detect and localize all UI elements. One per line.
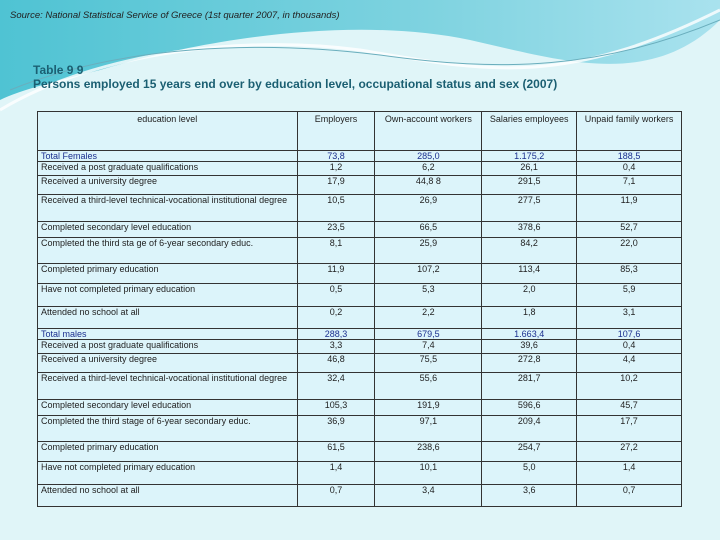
cell-value: 191,9: [375, 400, 482, 416]
cell-value: 75,5: [375, 354, 482, 373]
column-header: Employers: [297, 112, 375, 151]
column-header: Unpaid family workers: [577, 112, 682, 151]
cell-value: 11,9: [297, 264, 375, 284]
cell-value: 25,9: [375, 238, 482, 264]
cell-value: 7,1: [577, 176, 682, 195]
column-header: education level: [38, 112, 298, 151]
cell-value: 23,5: [297, 222, 375, 238]
cell-value: 281,7: [482, 373, 577, 400]
cell-value: 32,4: [297, 373, 375, 400]
row-label: Have not completed primary education: [38, 462, 298, 485]
row-label: Received a third-level technical-vocational institutional degree: [38, 373, 298, 400]
column-header: Own-account workers: [375, 112, 482, 151]
cell-value: 10,1: [375, 462, 482, 485]
row-label: Completed secondary level education: [38, 222, 298, 238]
cell-value: 17,7: [577, 416, 682, 442]
cell-value: 3,4: [375, 485, 482, 507]
table-row: [38, 373, 682, 400]
row-label: Received a third-level technical-vocational institutional degree: [38, 195, 298, 222]
table-row: [38, 354, 682, 373]
table-title: Persons employed 15 years end over by education level, occupational status and sex (2007): [33, 77, 558, 91]
employment-table: [37, 111, 682, 507]
cell-value: 288,3: [297, 329, 375, 340]
cell-value: 85,3: [577, 264, 682, 284]
row-label: Completed the third sta ge of 6-year secondary educ.: [38, 238, 298, 264]
table-row: [38, 400, 682, 416]
cell-value: 26,9: [375, 195, 482, 222]
cell-value: 5,0: [482, 462, 577, 485]
table-row: [38, 307, 682, 329]
cell-value: 27,2: [577, 442, 682, 462]
cell-value: 1,4: [577, 462, 682, 485]
cell-value: 1,2: [297, 162, 375, 176]
cell-value: 238,6: [375, 442, 482, 462]
cell-value: 5,3: [375, 284, 482, 307]
cell-value: 0,5: [297, 284, 375, 307]
table-row: [38, 222, 682, 238]
cell-value: 2,2: [375, 307, 482, 329]
table-row: [38, 416, 682, 442]
cell-value: 3,6: [482, 485, 577, 507]
table-row: [38, 462, 682, 485]
cell-value: 209,4: [482, 416, 577, 442]
row-label: Have not completed primary education: [38, 284, 298, 307]
cell-value: 8,1: [297, 238, 375, 264]
table-row: [38, 195, 682, 222]
cell-value: 10,2: [577, 373, 682, 400]
cell-value: 17,9: [297, 176, 375, 195]
table-row: [38, 340, 682, 354]
cell-value: 291,5: [482, 176, 577, 195]
cell-value: 10,5: [297, 195, 375, 222]
cell-value: 378,6: [482, 222, 577, 238]
cell-value: 44,8 8: [375, 176, 482, 195]
cell-value: 97,1: [375, 416, 482, 442]
row-label: Total Females: [38, 151, 298, 162]
cell-value: 61,5: [297, 442, 375, 462]
row-label: Received a university degree: [38, 176, 298, 195]
cell-value: 1.663,4: [482, 329, 577, 340]
cell-value: 3,1: [577, 307, 682, 329]
cell-value: 66,5: [375, 222, 482, 238]
table-row: [38, 162, 682, 176]
cell-value: 73,8: [297, 151, 375, 162]
cell-value: 22,0: [577, 238, 682, 264]
total-row: [38, 329, 682, 340]
table-row: [38, 284, 682, 307]
cell-value: 11,9: [577, 195, 682, 222]
cell-value: 272,8: [482, 354, 577, 373]
cell-value: 0,7: [577, 485, 682, 507]
cell-value: 39,6: [482, 340, 577, 354]
cell-value: 46,8: [297, 354, 375, 373]
row-label: Received a university degree: [38, 354, 298, 373]
header-row: [38, 112, 682, 151]
row-label: Received a post graduate qualifications: [38, 162, 298, 176]
cell-value: 2,0: [482, 284, 577, 307]
table-number: Table 9 9: [33, 63, 84, 77]
row-label: Completed the third stage of 6-year secondary educ.: [38, 416, 298, 442]
cell-value: 107,6: [577, 329, 682, 340]
row-label: Attended no school at all: [38, 307, 298, 329]
cell-value: 0,4: [577, 340, 682, 354]
cell-value: 188,5: [577, 151, 682, 162]
cell-value: 52,7: [577, 222, 682, 238]
table-row: [38, 442, 682, 462]
table-row: [38, 238, 682, 264]
cell-value: 5,9: [577, 284, 682, 307]
cell-value: 84,2: [482, 238, 577, 264]
cell-value: 0,2: [297, 307, 375, 329]
row-label: Attended no school at all: [38, 485, 298, 507]
cell-value: 596,6: [482, 400, 577, 416]
cell-value: 1,4: [297, 462, 375, 485]
cell-value: 113,4: [482, 264, 577, 284]
cell-value: 105,3: [297, 400, 375, 416]
cell-value: 0,4: [577, 162, 682, 176]
cell-value: 55,6: [375, 373, 482, 400]
cell-value: 26,1: [482, 162, 577, 176]
row-label: Completed secondary level education: [38, 400, 298, 416]
row-label: Total males: [38, 329, 298, 340]
cell-value: 1.175,2: [482, 151, 577, 162]
table-row: [38, 264, 682, 284]
column-header: Salaries employees: [482, 112, 577, 151]
cell-value: 3,3: [297, 340, 375, 354]
cell-value: 45,7: [577, 400, 682, 416]
row-label: Completed primary education: [38, 442, 298, 462]
total-row: [38, 151, 682, 162]
cell-value: 7,4: [375, 340, 482, 354]
cell-value: 6,2: [375, 162, 482, 176]
cell-value: 1,8: [482, 307, 577, 329]
cell-value: 679,5: [375, 329, 482, 340]
cell-value: 4,4: [577, 354, 682, 373]
table-row: [38, 485, 682, 507]
table-row: [38, 176, 682, 195]
row-label: Completed primary education: [38, 264, 298, 284]
cell-value: 0,7: [297, 485, 375, 507]
cell-value: 254,7: [482, 442, 577, 462]
row-label: Received a post graduate qualifications: [38, 340, 298, 354]
cell-value: 285,0: [375, 151, 482, 162]
source-note: Source: National Statistical Service of Greece (1st quarter 2007, in thousands): [10, 10, 340, 21]
cell-value: 36,9: [297, 416, 375, 442]
cell-value: 107,2: [375, 264, 482, 284]
cell-value: 277,5: [482, 195, 577, 222]
